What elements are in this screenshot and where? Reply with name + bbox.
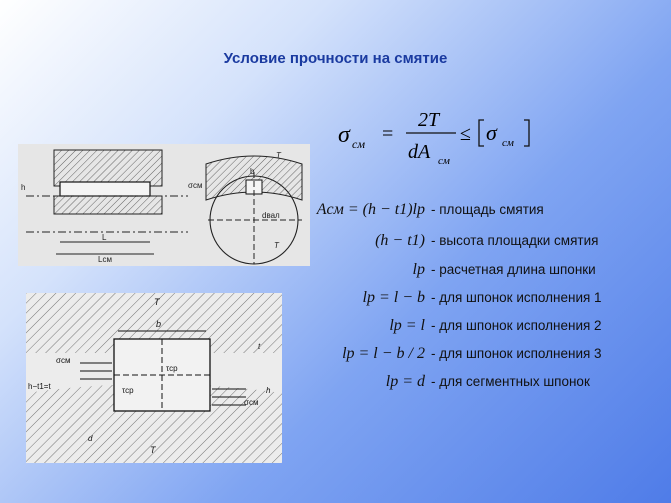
- hub-section: [54, 150, 162, 186]
- label-sigma-cm: σсм: [188, 181, 203, 190]
- definition-text: - площадь смятия: [431, 202, 544, 217]
- definition-row: [300, 197, 670, 223]
- label-d: d: [88, 434, 93, 443]
- key-rect: [60, 182, 150, 196]
- label-Lcm: Lсм: [98, 255, 112, 264]
- main-formula: [336, 100, 556, 170]
- definition-row: [300, 369, 670, 395]
- key-joint-drawing-bottom: [26, 293, 282, 463]
- definition-text: - расчетная длина шпонки: [431, 262, 596, 277]
- definition-formula: lp = l − b: [362, 289, 425, 306]
- label-dval: dвал: [262, 211, 280, 220]
- formula-numerator: 2T: [418, 109, 440, 131]
- label-sigma-left: σсм: [56, 356, 71, 365]
- formula-eq: =: [382, 123, 394, 145]
- label-T-top: T: [276, 151, 281, 160]
- definition-row: [300, 341, 670, 367]
- label-tau-1: τср: [166, 364, 178, 373]
- label-h: h: [21, 183, 26, 192]
- label-T-lower: T: [150, 445, 156, 455]
- label-T-upper: T: [154, 297, 160, 307]
- hub-section-lower: [54, 196, 162, 214]
- definition-formula: Aсм = (h − t1)lp: [316, 201, 425, 218]
- slide-title: Условие прочности на смятие: [223, 50, 448, 67]
- label-t: t: [258, 342, 261, 351]
- formula-rhs: σ: [486, 120, 497, 145]
- label-T-bottom: T: [274, 241, 279, 250]
- label-h-minus-t1: h−t1=t: [28, 382, 51, 391]
- definition-formula: (h − t1): [375, 232, 425, 249]
- main-formula-svg: [336, 100, 556, 170]
- formula-denominator-sub: см: [438, 155, 450, 167]
- key-joint-drawing-top-svg: [18, 144, 310, 266]
- definition-text: - для шпонок исполнения 2: [431, 318, 602, 333]
- definition-text: - высота площадки смятия: [431, 233, 599, 248]
- label-b-bottom: b: [156, 319, 162, 329]
- definition-formula: lp: [412, 261, 425, 278]
- key-joint-drawing-top: [18, 144, 310, 266]
- definition-text: - для шпонок исполнения 3: [431, 346, 602, 361]
- label-h-right: h: [266, 386, 271, 395]
- formula-le: ≤: [460, 123, 471, 145]
- formula-lhs: σ: [338, 122, 350, 148]
- definition-text: - для шпонок исполнения 1: [431, 290, 602, 305]
- definition-row: [300, 257, 670, 283]
- definition-row: [300, 228, 670, 254]
- key-joint-drawing-bottom-svg: [26, 293, 282, 463]
- label-L: L: [102, 233, 107, 242]
- definition-formula: lp = l: [389, 317, 425, 334]
- formula-rhs-sub: см: [502, 137, 514, 149]
- bracket-right: [524, 120, 529, 146]
- definition-formula: lp = d: [385, 373, 425, 390]
- label-sigma-right: σсм: [244, 398, 259, 407]
- definition-row: [300, 285, 670, 311]
- formula-denominator: dA: [408, 141, 431, 163]
- bracket-left: [479, 120, 484, 146]
- label-b: b: [250, 167, 255, 176]
- definition-text: - для сегментных шпонок: [431, 374, 590, 389]
- definition-row: [300, 313, 670, 339]
- formula-lhs-sub: см: [352, 137, 365, 151]
- label-tau-2: τср: [122, 386, 134, 395]
- definition-formula: lp = l − b / 2: [342, 345, 425, 362]
